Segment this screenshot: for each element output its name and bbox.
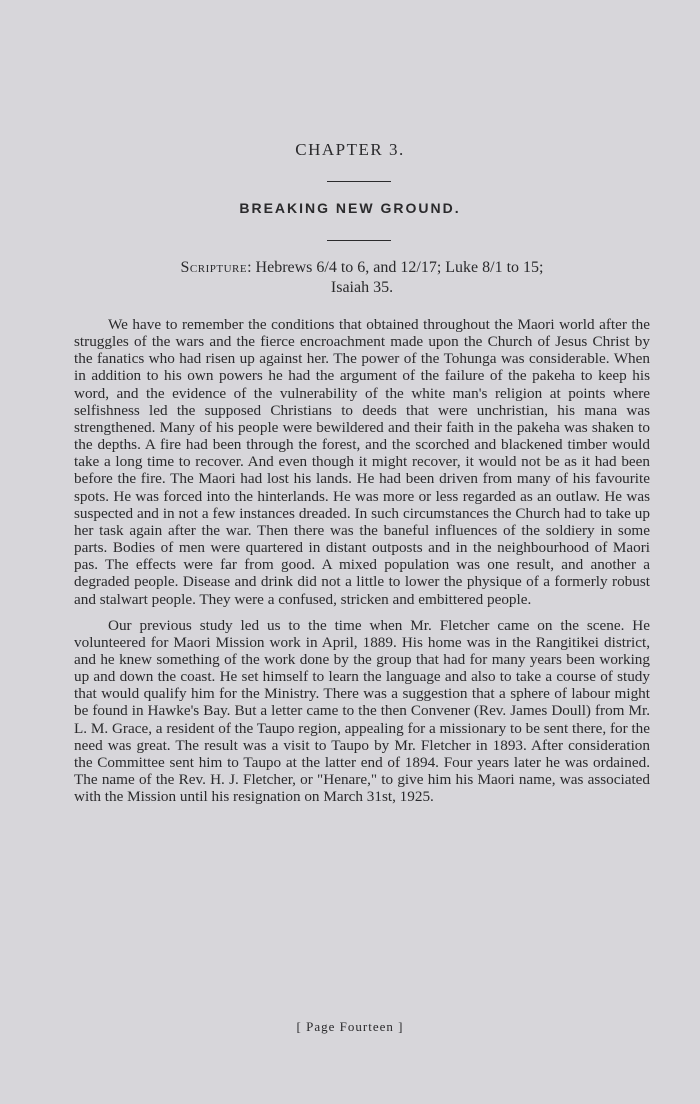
divider-bottom bbox=[327, 240, 391, 241]
scripture-line-1: Hebrews 6/4 to 6, and 12/17; Luke 8/1 to 15; bbox=[251, 259, 544, 276]
paragraph-2: Our previous study led us to the time when Mr. Fletcher came on the scene. He volunteered for Maori Mission work in April, 1889. His home was in the Rangitikei district, and he knew something of the work done by the group that had for many years been working up and down the coast. He set himself to learn the language and also to take a course of study that would qualify him for the Ministry. There was a suggestion that a sphere of labour might be found in Hawke's Bay. But a letter came to the then Convener (Rev. James Doull) from Mr. L. M. Grace, a resident of the Taupo region, appealing for a missionary to be sent there, for the need was great. The result was a visit to Taupo by Mr. Fletcher in 1893. After consideration the Committee sent him to Taupo at the latter end of 1894. Four years later he was ordained. The name of the Rev. H. J. Fletcher, or "Henare," to give him his Maori name, was associated with the Mission until his resignation on March 31st, 1925. bbox=[74, 616, 651, 806]
chapter-number: CHAPTER 3. bbox=[295, 140, 405, 159]
divider-top bbox=[327, 181, 391, 182]
page-footer: [ Page Fourteen ] bbox=[296, 1019, 404, 1034]
chapter-title: BREAKING NEW GROUND. bbox=[239, 200, 461, 216]
paragraph-1: We have to remember the conditions that obtained throughout the Maori world after the struggles of the wars and the fierce encroachment made upon the Church of Jesus Christ by the fanatics who had risen up against her. The power of the Tohunga was considerable. When in addition to his own powers he had the argument of the failure of the pakeha to keep his word, and the evidence of the vulnerability of the white man's religion at points where selfishness led the supposed Christians to deeds that were unchristian, his mana was strengthened. Many of his people were bewildered and their faith in the pakeha was shaken to the depths. A fire had been through the forest, and the scorched and blackened timber would take a long time to recover. And even though it might recover, it would not be as it had been before the fire. The Maori had lost his lands. He had been driven from many of his favourite spots. He was forced into the hinterlands. He was more or less regarded as an outlaw. He was suspected and in not a few instances dreaded. In such circumstances the Church had to take up her task again after the war. Then there was the baneful influences of the soldiery in some parts. Bodies of men were quartered in distant outposts and in the neighbourhood of Maori pas. The effects were far from good. A mixed population was one result, and another a degraded people. Disease and drink did not a little to lower the physique of a formerly robust and stalwart people. They were a confused, stricken and embittered people. bbox=[74, 316, 650, 608]
scripture-line-2: Isaiah 35. bbox=[330, 279, 394, 296]
scripture-colon: : bbox=[247, 259, 252, 276]
scripture-reference bbox=[74, 258, 650, 298]
body-text bbox=[74, 316, 650, 805]
scripture-label: Scripture bbox=[180, 259, 248, 276]
